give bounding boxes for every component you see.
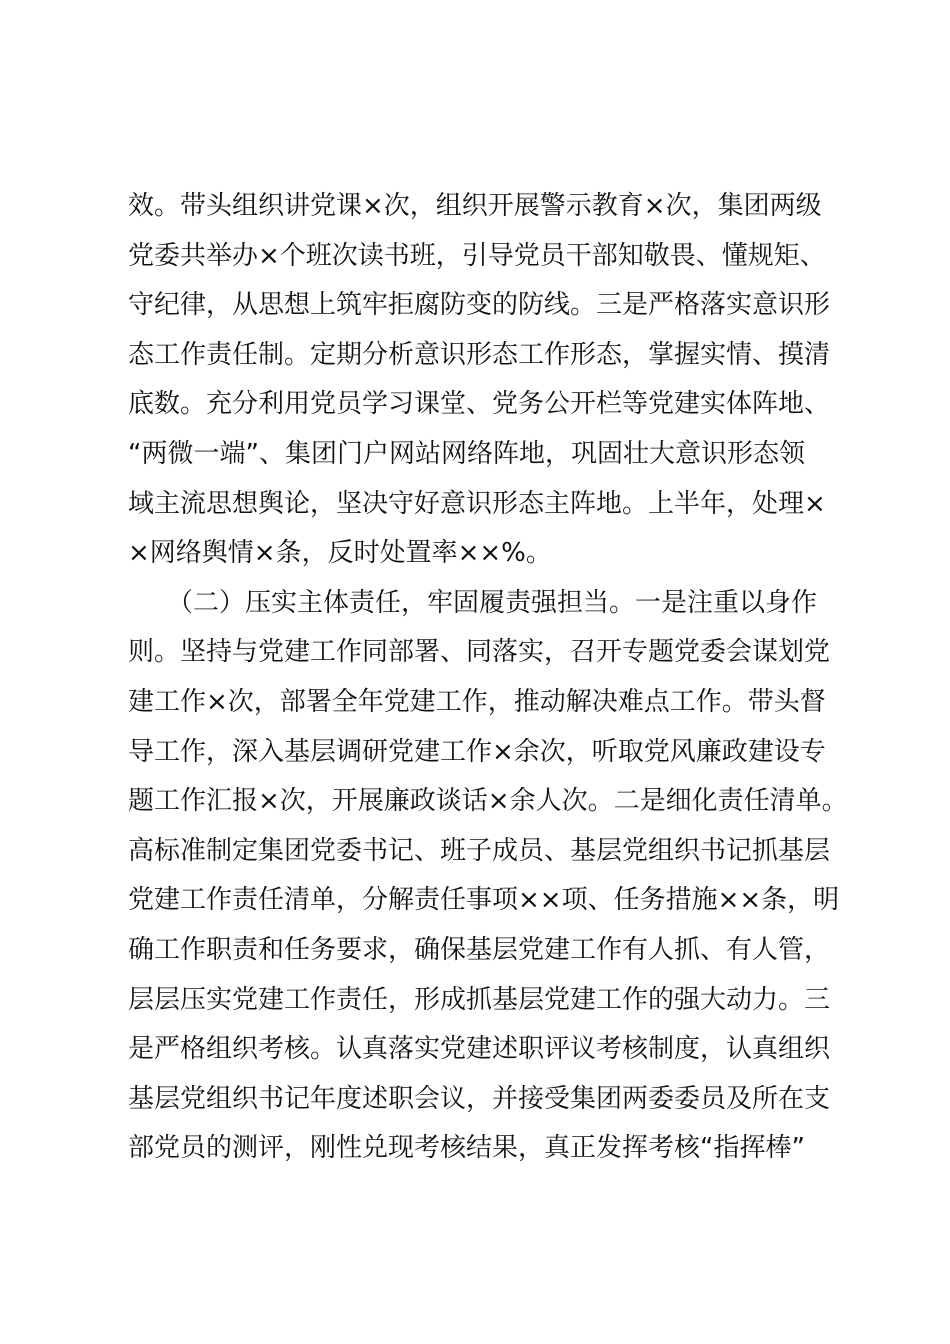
text-line: 守纪律，从思想上筑牢拒腐防变的防线。三是严格落实意识形 [128, 290, 831, 321]
text-line: 部党员的测评，刚性兑现考核结果，真正发挥考核“指挥棒” [128, 1133, 805, 1164]
text-line: 态工作责任制。定期分析意识形态工作形态，掌握实情、摸清 [128, 339, 831, 370]
text-line: 党建工作责任清单，分解责任事项××项、任务措施××条，明 [128, 885, 840, 916]
text-line: 建工作×次，部署全年党建工作，推动解决难点工作。带头督 [128, 686, 826, 717]
text-line: 高标准制定集团党委书记、班子成员、基层党组织书记抓基层 [128, 835, 831, 866]
text-line: ×网络舆情×条，反时处置率××%。 [128, 538, 552, 569]
body-text [128, 182, 848, 1174]
text-line: 确工作职责和任务要求，确保基层党建工作有人抓、有人管， [128, 934, 831, 965]
text-line: 导工作，深入基层调研党建工作×余次，听取党风廉政建设专 [128, 736, 826, 767]
text-line: 题工作汇报×次，开展廉政谈话×余人次。二是细化责任清单。 [128, 786, 848, 817]
section-heading-line: （二）压实主体责任，牢固履责强担当。一是注重以身作 [128, 587, 818, 618]
text-line: 党委共举办×个班次读书班，引导党员干部知敬畏、懂规矩、 [128, 240, 826, 271]
text-line: 效。带头组织讲党课×次，组织开展警示教育×次，集团两级 [128, 191, 822, 221]
text-line: 域主流思想舆论，坚决守好意识形态主阵地。上半年，处理× [128, 488, 826, 519]
text-line: 层层压实党建工作责任，形成抓基层党建工作的强大动力。三 [128, 984, 831, 1015]
text-line: 是严格组织考核。认真落实党建述职评议考核制度，认真组织 [128, 1034, 831, 1065]
text-line: 则。坚持与党建工作同部署、同落实，召开专题党委会谋划党 [128, 637, 831, 668]
text-line: 底数。充分利用党员学习课堂、党务公开栏等党建实体阵地、 [128, 389, 831, 420]
text-line: 基层党组织书记年度述职会议，并接受集团两委委员及所在支 [128, 1083, 831, 1114]
text-line: “两微一端”、集团门户网站网络阵地，巩固壮大意识形态领 [128, 438, 805, 469]
